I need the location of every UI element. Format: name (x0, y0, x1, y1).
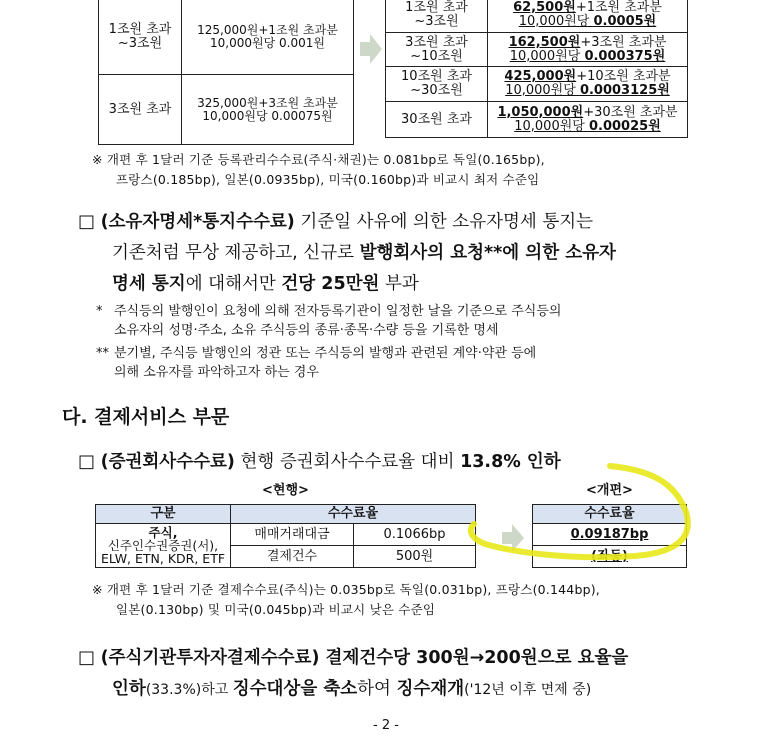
footnote-mark: * (96, 304, 103, 319)
fee-line2: 10,000원당 (509, 48, 585, 64)
range-cell: 10조원 초과 ~30조원 (386, 67, 488, 102)
footnote-text: 주식등의 발행인이 요청에 의해 전자등록기관이 일정한 날을 기준으로 주식등의 (114, 304, 562, 319)
note-registration-fee (92, 150, 712, 190)
col-header: 수수료율 (533, 505, 687, 524)
para-text: 현행 증권회사수수료율 대비 (234, 452, 461, 472)
range-cell: 3조원 초과 ~10조원 (386, 33, 488, 67)
checkbox-icon: □ (78, 647, 96, 668)
footnote-text: 분기별, 주식등 발행인의 정관 또는 주식등의 발행과 관련된 계약·약관 등에 (114, 346, 537, 361)
range-cell: 30조원 초과 (386, 102, 488, 138)
para-text: ('12년 이후 면제 중) (464, 682, 592, 698)
rate-name: 매매거래대금 (231, 524, 354, 546)
fee-cell: 125,000원+1조원 초과분 10,000원당 0.001원 (182, 0, 354, 75)
category-cell (96, 524, 231, 568)
fee-rest: +1조원 초과분 (575, 0, 662, 15)
footnote-text: 소유자의 성명·주소, 소유 주식등의 종류·종목·수량 등을 기록한 명세 (114, 323, 499, 338)
range-cell: 1조원 초과 ~3조원 (99, 0, 182, 75)
highlight-annotation (460, 452, 700, 568)
fee-base: 62,500원 (513, 0, 576, 15)
para-text: 부과 (379, 274, 419, 294)
fee-cell (488, 67, 688, 102)
fee-rest: +30조원 초과분 (583, 104, 678, 120)
section-title: (증권회사수수료) (100, 452, 235, 472)
fee-rate: 0.00025원 (588, 118, 661, 134)
fee-line2: 10,000원당 (505, 83, 580, 98)
fee-line2: 10,000원당 (514, 118, 589, 134)
page-number: - 2 - (373, 718, 399, 733)
para-text: (33.3%)하고 (145, 682, 233, 698)
note-line: ※ 개편 후 1달러 기준 등록관리수수료(주식·채권)는 0.081bp로 독일(0.165bp), (92, 152, 545, 167)
section-title: (주식기관투자자결제수수료) 결제건수당 300원→200원으로 요율을 (100, 648, 629, 668)
footnote-text: 의해 소유자를 파악하고자 하는 경우 (114, 365, 319, 380)
para-emphasis: 징수대상을 축소 (232, 679, 358, 699)
para-emphasis: 발행회사의 요청**에 의한 소유자 (359, 243, 616, 263)
rate-value: 500원 (354, 546, 476, 568)
fee-rate: 0.000375원 (584, 48, 666, 64)
fee-rate: 0.0005원 (593, 13, 657, 29)
para-emphasis: 징수재개 (396, 679, 465, 699)
rate-value-same: (좌동) (533, 546, 687, 568)
fee-table-new (385, 0, 688, 138)
section-institutional-fee (78, 642, 718, 706)
footnote (96, 302, 716, 321)
para-emphasis: 13.8% 인하 (460, 452, 561, 472)
fee-base: 425,000원 (504, 69, 577, 84)
checkbox-icon: □ (78, 451, 96, 472)
col-header: 구분 (96, 505, 231, 524)
section-heading: 다. 결제서비스 부문 (62, 406, 230, 428)
fee-base: 1,050,000원 (497, 104, 584, 120)
category-text: ELW, ETN, KDR, ETF (100, 551, 226, 566)
range-cell: 1조원 초과 ~3조원 (386, 0, 488, 33)
para-emphasis: 건당 25만원 (281, 274, 380, 294)
rate-value: 0.1066bp (354, 524, 476, 546)
para-text: 하여 (357, 679, 397, 699)
note-line: 일본(0.130bp) 및 미국(0.045bp)과 비교시 낮은 수준임 (116, 602, 436, 617)
fee-rate: 0.0003125원 (579, 83, 670, 98)
fee-rest: +10조원 초과분 (576, 69, 671, 84)
para-emphasis: 인하 (112, 679, 146, 699)
label-current: <현행> (262, 483, 309, 498)
footnote-mark: ** (96, 346, 109, 361)
para-line (78, 269, 718, 300)
fee-cell (488, 33, 688, 67)
para-line (78, 642, 718, 674)
note-line: ※ 개편 후 1달러 기준 결제수수료(주식)는 0.035bp로 독일(0.031bp), 프랑스(0.144bp), (92, 582, 600, 597)
fee-rest: +3조원 초과분 (580, 34, 667, 50)
category-text: 신주인수권증권(서), (107, 538, 219, 553)
para-line (78, 238, 718, 269)
checkbox-icon: □ (78, 211, 96, 232)
para-text: 기존처럼 무상 제공하고, 신규로 (112, 243, 360, 263)
settlement-table-current (95, 504, 476, 568)
col-header: 수수료율 (231, 505, 476, 524)
fee-cell (488, 102, 688, 138)
section-title: (소유자명세*통지수수료) (100, 212, 295, 232)
range-cell: 3조원 초과 (99, 75, 182, 145)
note-line: 프랑스(0.185bp), 일본(0.0935bp), 미국(0.160bp)과 비교시 최저 수준임 (116, 172, 540, 187)
label-new: <개편> (586, 483, 633, 498)
fee-cell (488, 0, 688, 33)
footnote (96, 344, 716, 363)
category-text: 주식, (148, 525, 178, 540)
arrow-right-icon (360, 34, 382, 64)
para-emphasis: 명세 통지 (112, 274, 186, 294)
para-text: 기준일 사유에 의한 소유자명세 통지는 (294, 212, 594, 232)
fee-base: 162,500원 (508, 34, 581, 50)
fee-table-current (98, 0, 354, 145)
footnotes (96, 302, 716, 382)
fee-cell: 325,000원+3조원 초과분 10,000원당 0.00075원 (182, 75, 354, 145)
para-line (78, 206, 718, 238)
rate-name: 결제건수 (231, 546, 354, 568)
fee-line2: 10,000원당 (518, 13, 594, 29)
rate-value-new: 0.09187bp (533, 524, 687, 546)
section-owner-notification (78, 206, 718, 300)
note-settlement-fee (92, 580, 712, 620)
para-text: 에 대해서만 (185, 274, 282, 294)
para-line (78, 674, 718, 706)
